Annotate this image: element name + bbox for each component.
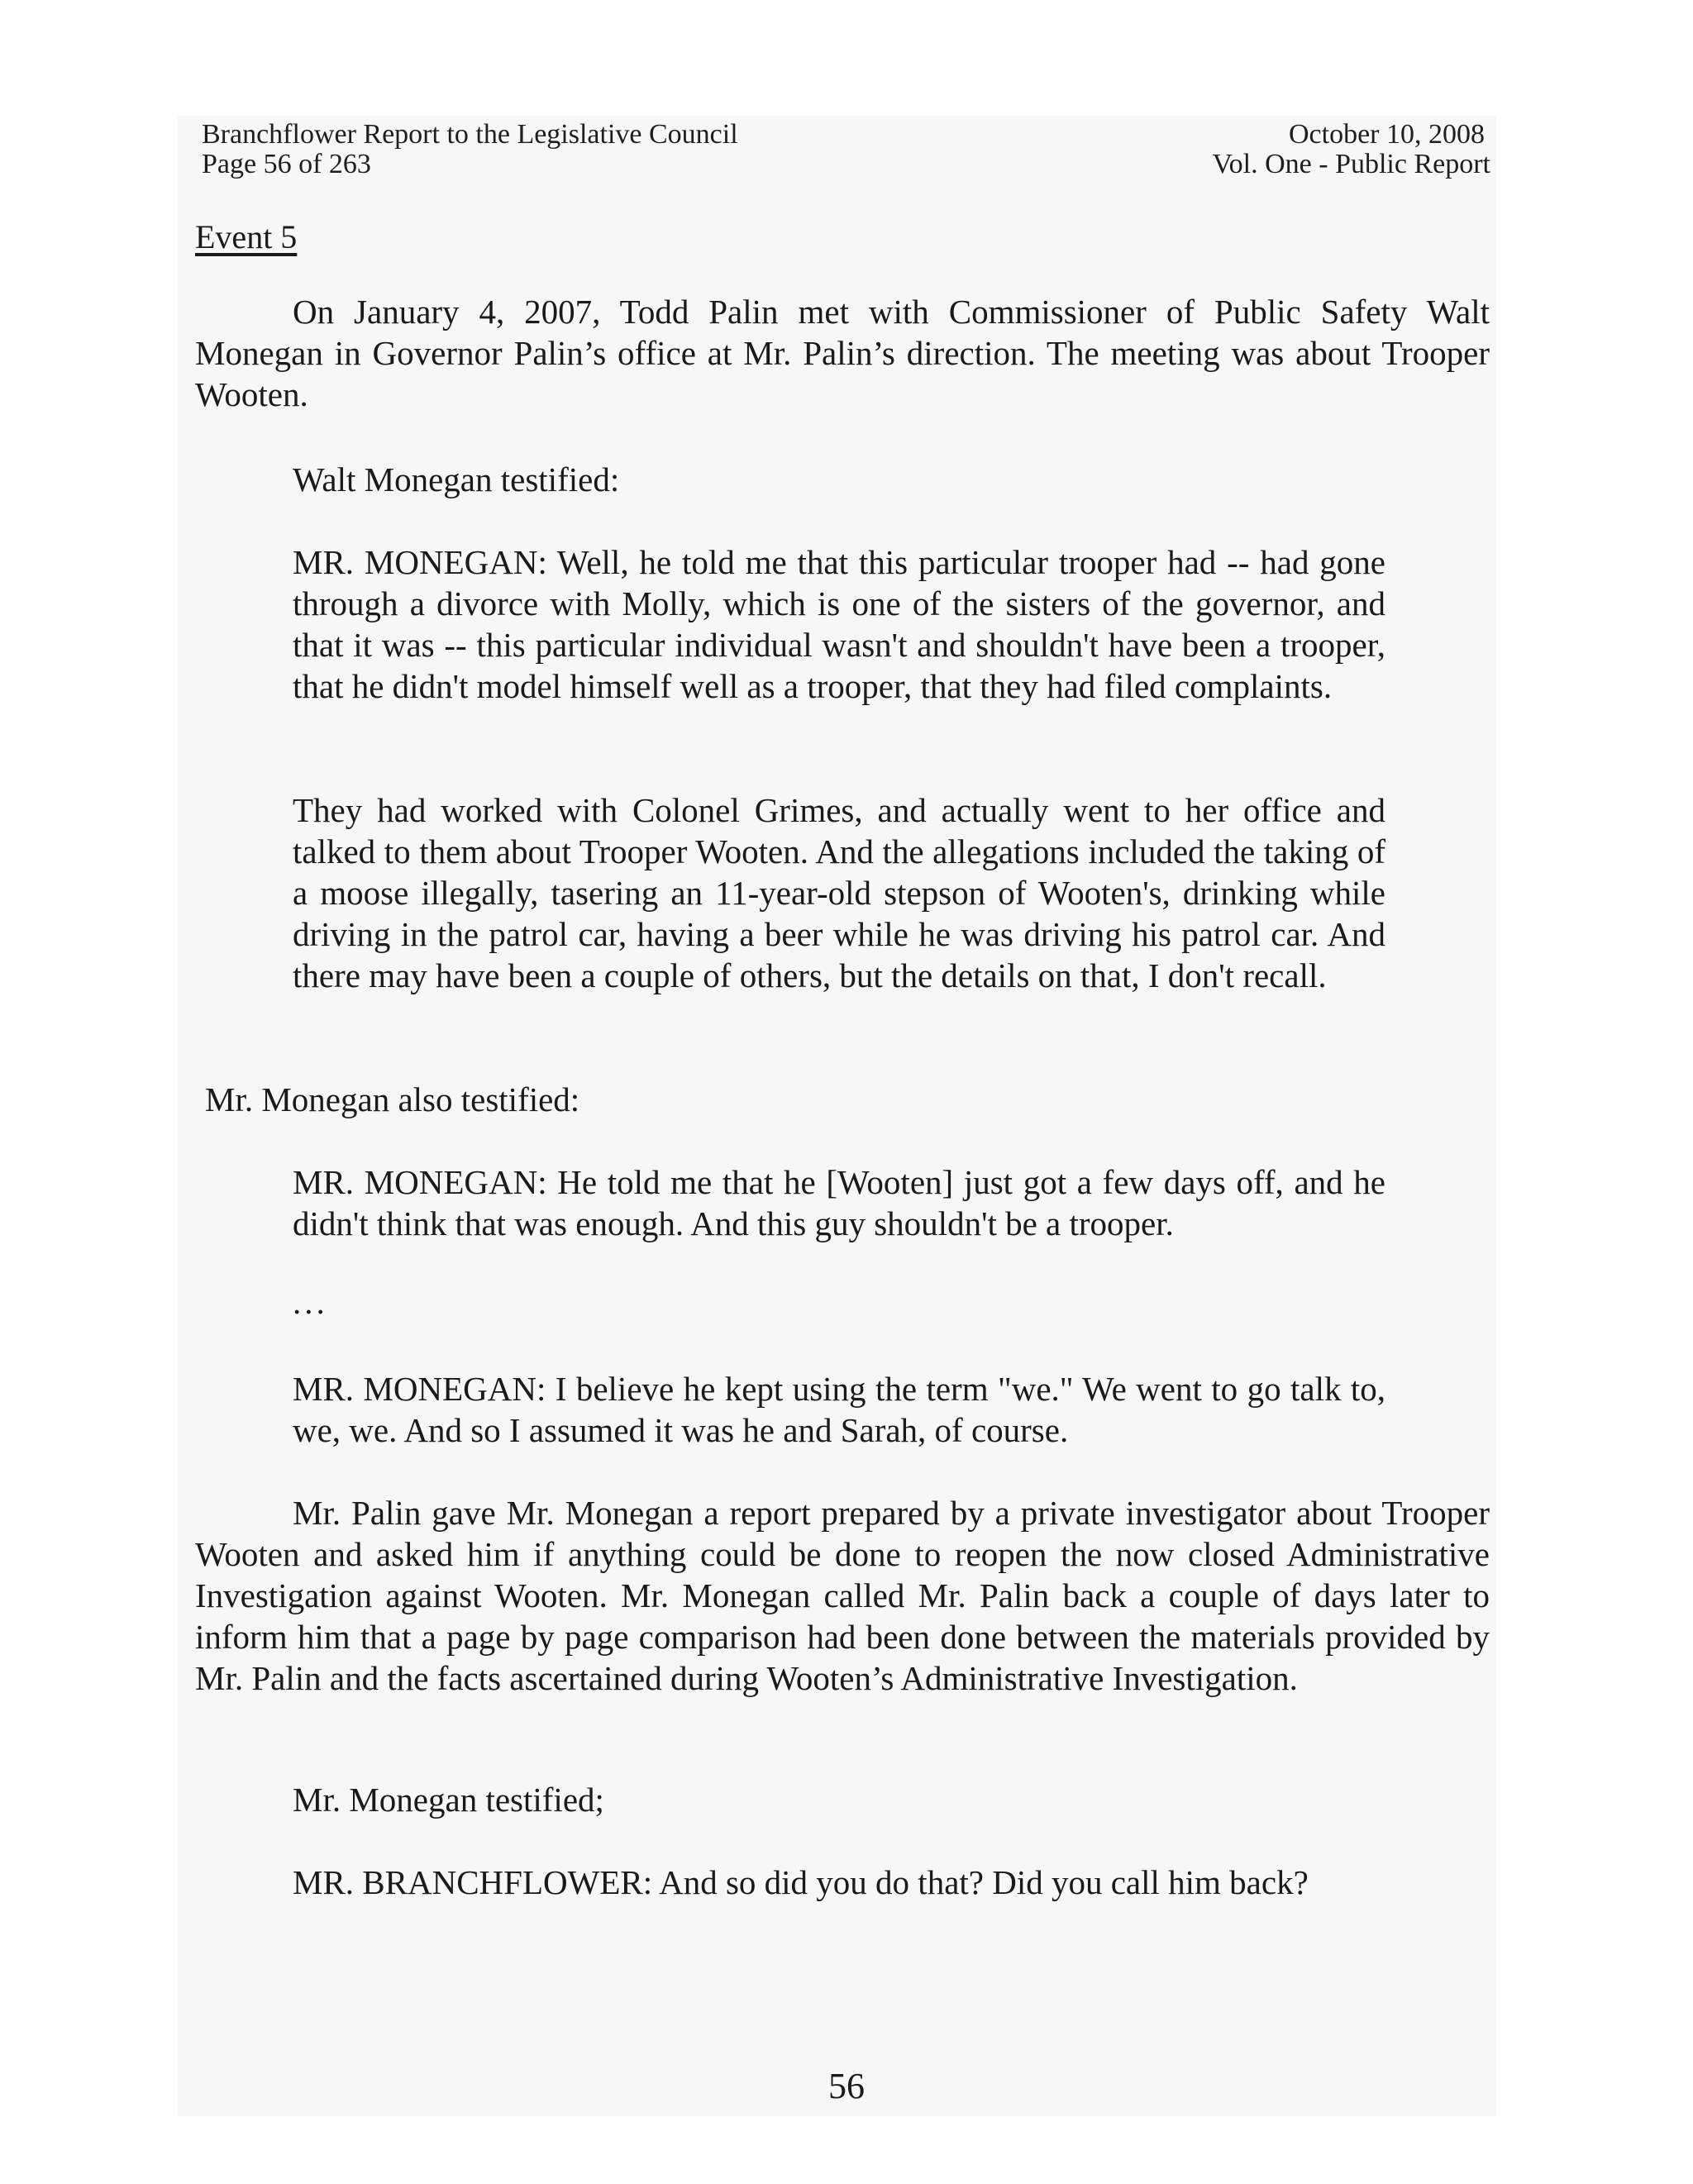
- ellipsis: ...: [293, 1283, 328, 1321]
- page-number: 56: [828, 2066, 865, 2106]
- body-paragraph: On January 4, 2007, Todd Palin met with Commissioner of Public Safety Walt Monegan in Governor Palin’s office at Mr. Palin’s direction. The meeting was about Trooper Wooten.: [195, 293, 1490, 413]
- testimony-quote: They had worked with Colonel Grimes, and actually went to her office and talked to them about Trooper Wooten. And the allegations included the taking of a moose illegally, tasering an 11-year-old stepson of Wooten's, drinking while driving in the patrol car, having a beer while he was driving his patrol car. And there may have been a couple of others, but the details on that, I don't recall.: [293, 791, 1385, 994]
- report-title: Branchflower Report to the Legislative Council: [202, 119, 738, 150]
- testimony-intro: Mr. Monegan testified;: [293, 1781, 604, 1819]
- body-paragraph: Mr. Palin gave Mr. Monegan a report prepared by a private investigator about Trooper Wooten and asked him if anything could be done to reopen the now closed Administrative Investigation against Wooten. Mr. Monegan called Mr. Palin back a couple of days later to inform him that a page by page comparison had been done between the materials provided by Mr. Palin and the facts ascertained during Wooten’s Administrative Investigation.: [195, 1494, 1490, 1697]
- page-count: Page 56 of 263: [202, 149, 371, 179]
- testimony-intro: Mr. Monegan also testified:: [205, 1080, 580, 1118]
- testimony-intro: Walt Monegan testified:: [293, 460, 620, 498]
- report-volume: Vol. One - Public Report: [1212, 149, 1490, 179]
- testimony-quote: MR. MONEGAN: He told me that he [Wooten] just got a few days off, and he didn't think that was enough. And this guy shouldn't be a trooper.: [293, 1163, 1385, 1242]
- section-heading: Event 5: [195, 218, 298, 255]
- testimony-quote: MR. MONEGAN: Well, he told me that this particular trooper had -- had gone through a divorce with Molly, which is one of the sisters of the governor, and that it was -- this particular individual wasn't and shouldn't have been a trooper, that he didn't model himself well as a trooper, that they had filed complaints.: [293, 543, 1385, 705]
- report-date: October 10, 2008: [1288, 119, 1485, 150]
- testimony-quote: MR. BRANCHFLOWER: And so did you do that? Did you call him back?: [293, 1863, 1309, 1901]
- testimony-quote: MR. MONEGAN: I believe he kept using the term "we." We went to go talk to, we, we. And so I assumed it was he and Sarah, of course.: [293, 1370, 1385, 1449]
